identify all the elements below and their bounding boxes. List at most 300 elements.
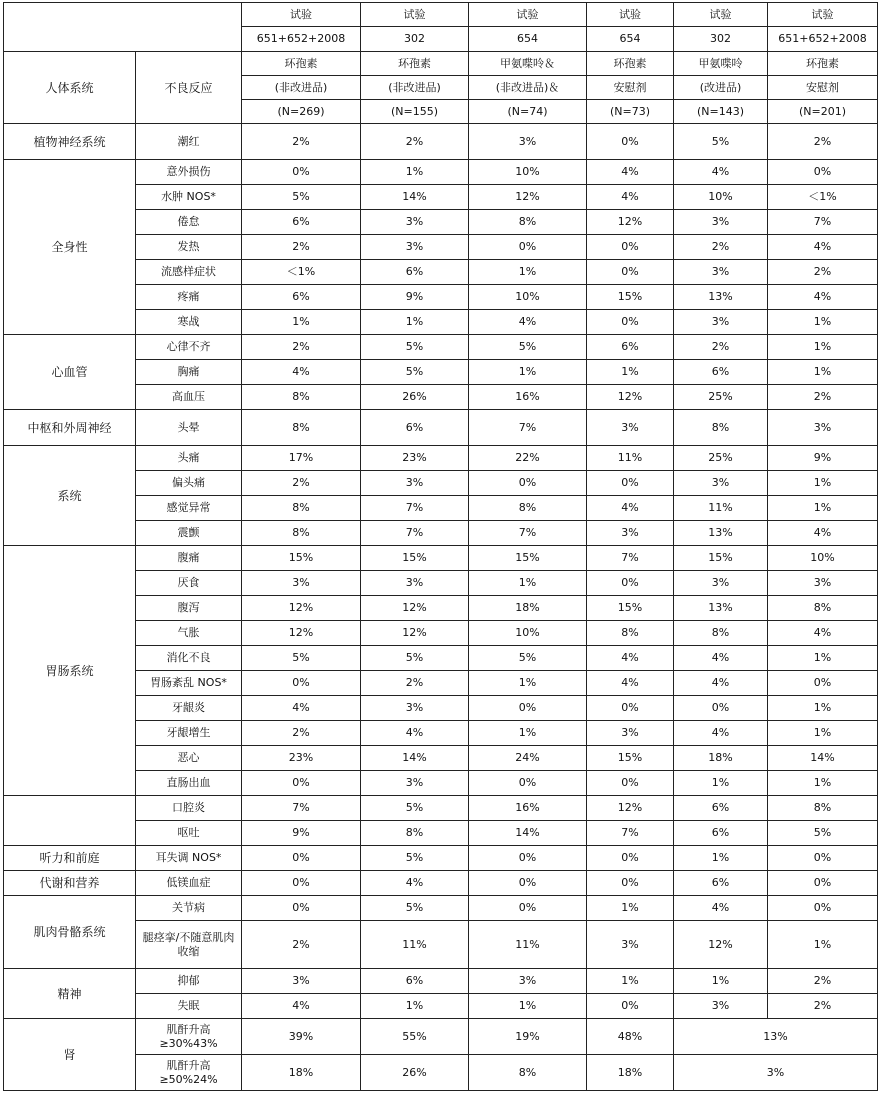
value-cell: 10% [674, 185, 768, 210]
table-row [4, 546, 878, 571]
table-row [4, 335, 878, 360]
reaction-cell: 发热 [136, 235, 242, 260]
value-cell: 0% [242, 896, 361, 921]
reaction-cell: 关节病 [136, 896, 242, 921]
value-cell: 22% [469, 446, 587, 471]
value-cell: 0% [768, 846, 878, 871]
table-row [4, 671, 878, 696]
table-row [4, 496, 878, 521]
trial-id: 302 [361, 27, 469, 52]
value-cell: 5% [768, 821, 878, 846]
sample-size: (N=155) [361, 100, 469, 124]
table-row [4, 621, 878, 646]
value-cell: 1% [361, 310, 469, 335]
value-cell: 3% [361, 571, 469, 596]
value-cell: 3% [768, 410, 878, 446]
value-cell: 4% [674, 160, 768, 185]
value-cell: 4% [768, 285, 878, 310]
value-cell: 2% [674, 335, 768, 360]
reaction-cell: 抑郁 [136, 969, 242, 994]
value-cell: 11% [469, 921, 587, 969]
value-cell: 25% [674, 446, 768, 471]
table-row [4, 385, 878, 410]
value-cell: 0% [469, 471, 587, 496]
value-cell: 1% [361, 160, 469, 185]
value-cell: 2% [242, 721, 361, 746]
value-cell: 16% [469, 385, 587, 410]
value-cell: 1% [674, 771, 768, 796]
value-cell: 4% [242, 994, 361, 1019]
value-cell: 2% [242, 235, 361, 260]
table-row [4, 1019, 878, 1055]
value-cell: 23% [361, 446, 469, 471]
system-cell: 肾 [4, 1019, 136, 1091]
table-row [4, 596, 878, 621]
value-cell: 5% [361, 796, 469, 821]
value-cell: 12% [242, 596, 361, 621]
value-cell: 6% [587, 335, 674, 360]
value-cell: 3% [674, 571, 768, 596]
reaction-cell: 倦怠 [136, 210, 242, 235]
value-cell: 7% [768, 210, 878, 235]
value-cell: 4% [768, 235, 878, 260]
value-cell: 6% [674, 360, 768, 385]
value-cell: 3% [242, 969, 361, 994]
value-cell: 0% [768, 896, 878, 921]
reaction-cell: 高血压 [136, 385, 242, 410]
table-row [4, 360, 878, 385]
value-cell: 12% [587, 796, 674, 821]
value-cell: 5% [469, 646, 587, 671]
table-row [4, 160, 878, 185]
table-row [4, 646, 878, 671]
value-cell: 1% [469, 260, 587, 285]
drug-row [4, 52, 878, 76]
value-cell: 4% [361, 871, 469, 896]
reaction-cell: 腿痉挛/不随意肌肉收缩 [136, 921, 242, 969]
table-row [4, 471, 878, 496]
trial-label: 试验 [469, 3, 587, 27]
value-cell: 26% [361, 385, 469, 410]
value-cell: 23% [242, 746, 361, 771]
reaction-cell: 腹痛 [136, 546, 242, 571]
value-cell: 4% [674, 646, 768, 671]
value-cell: 16% [469, 796, 587, 821]
value-cell: 8% [587, 621, 674, 646]
value-cell: 2% [674, 235, 768, 260]
table-row [4, 521, 878, 546]
reaction-cell: 气胀 [136, 621, 242, 646]
reaction-cell: 肌酐升高≥30%43% [136, 1019, 242, 1055]
value-cell: 1% [674, 846, 768, 871]
table-row [4, 571, 878, 596]
value-cell: 0% [469, 896, 587, 921]
system-cell: 肌肉骨骼系统 [4, 896, 136, 969]
sample-size: (N=269) [242, 100, 361, 124]
value-cell: 4% [587, 160, 674, 185]
value-cell: 2% [361, 671, 469, 696]
value-cell: 4% [587, 646, 674, 671]
reaction-cell: 感觉异常 [136, 496, 242, 521]
reaction-cell: 潮红 [136, 124, 242, 160]
value-cell: 3% [674, 994, 768, 1019]
value-cell: 0% [587, 771, 674, 796]
value-cell: 12% [361, 621, 469, 646]
value-cell: 15% [587, 285, 674, 310]
reaction-cell: 水肿 NOS* [136, 185, 242, 210]
table-row [4, 696, 878, 721]
value-cell: 0% [587, 994, 674, 1019]
value-cell: 10% [469, 160, 587, 185]
value-cell: 2% [242, 921, 361, 969]
value-cell: 2% [242, 335, 361, 360]
value-cell: 13% [674, 521, 768, 546]
value-cell: 14% [768, 746, 878, 771]
value-cell: 17% [242, 446, 361, 471]
value-cell: 1% [768, 471, 878, 496]
value-cell: 55% [361, 1019, 469, 1055]
value-cell: 2% [242, 124, 361, 160]
value-cell: 1% [768, 921, 878, 969]
table-row [4, 446, 878, 471]
value-cell: 2% [768, 385, 878, 410]
value-cell: 6% [361, 410, 469, 446]
reaction-cell: 头晕 [136, 410, 242, 446]
value-cell: 3% [361, 235, 469, 260]
value-cell: 9% [242, 821, 361, 846]
drug-name: 环孢素 [587, 52, 674, 76]
value-cell: 0% [587, 260, 674, 285]
value-cell: 10% [768, 546, 878, 571]
value-cell: 0% [587, 696, 674, 721]
trial-row [4, 3, 878, 27]
reaction-cell: 厌食 [136, 571, 242, 596]
value-cell: 1% [587, 896, 674, 921]
value-cell: 9% [768, 446, 878, 471]
drug-name: 环孢素 [242, 52, 361, 76]
reaction-cell: 牙龈炎 [136, 696, 242, 721]
value-cell: 5% [469, 335, 587, 360]
value-cell: 0% [242, 671, 361, 696]
trial-id: 651+652+2008 [242, 27, 361, 52]
system-cell: 心血管 [4, 335, 136, 410]
table-row [4, 796, 878, 821]
value-cell: 4% [768, 621, 878, 646]
value-cell: 3% [674, 260, 768, 285]
trial-id: 654 [587, 27, 674, 52]
table-row [4, 310, 878, 335]
value-cell: 0% [587, 846, 674, 871]
value-cell: 4% [361, 721, 469, 746]
value-cell: 15% [361, 546, 469, 571]
trial-label: 试验 [768, 3, 878, 27]
value-cell: 8% [768, 796, 878, 821]
reaction-column-header: 不良反应 [136, 52, 242, 124]
reaction-cell: 失眠 [136, 994, 242, 1019]
value-cell: 0% [587, 471, 674, 496]
reaction-cell: 牙龈增生 [136, 721, 242, 746]
value-cell: ＜1% [242, 260, 361, 285]
value-cell: 0% [242, 846, 361, 871]
system-cell: 代谢和营养 [4, 871, 136, 896]
value-cell: 15% [242, 546, 361, 571]
reaction-cell: 寒战 [136, 310, 242, 335]
value-cell: 0% [242, 871, 361, 896]
value-cell: 6% [242, 285, 361, 310]
system-cell: 系统 [4, 446, 136, 546]
value-cell: 6% [361, 969, 469, 994]
drug-name: 甲氨喋呤＆ [469, 52, 587, 76]
value-cell: 8% [242, 521, 361, 546]
value-cell: 0% [768, 871, 878, 896]
value-cell: 2% [768, 124, 878, 160]
value-cell: 3% [587, 410, 674, 446]
system-cell: 全身性 [4, 160, 136, 335]
value-cell: 1% [674, 969, 768, 994]
value-cell: 12% [674, 921, 768, 969]
reaction-cell: 直肠出血 [136, 771, 242, 796]
value-cell: 9% [361, 285, 469, 310]
drug-name: 环孢素 [768, 52, 878, 76]
value-cell: 18% [469, 596, 587, 621]
value-cell: 3% [361, 771, 469, 796]
value-cell: 1% [768, 771, 878, 796]
value-cell: 4% [242, 696, 361, 721]
value-cell: 13% [674, 1019, 878, 1055]
reaction-cell: 胃肠紊乱 NOS* [136, 671, 242, 696]
value-cell: 1% [768, 310, 878, 335]
trial-label: 试验 [587, 3, 674, 27]
value-cell: 5% [674, 124, 768, 160]
drug-formulation: (改进品) [674, 76, 768, 100]
value-cell: 15% [674, 546, 768, 571]
value-cell: 0% [587, 871, 674, 896]
reaction-cell: 心律不齐 [136, 335, 242, 360]
value-cell: 11% [587, 446, 674, 471]
reaction-cell: 耳失调 NOS* [136, 846, 242, 871]
value-cell: 8% [242, 385, 361, 410]
system-cell: 植物神经系统 [4, 124, 136, 160]
system-cell: 精神 [4, 969, 136, 1019]
value-cell: 3% [361, 210, 469, 235]
value-cell: 0% [242, 771, 361, 796]
value-cell: 12% [587, 385, 674, 410]
value-cell: 1% [768, 335, 878, 360]
value-cell: 4% [587, 185, 674, 210]
value-cell: 3% [242, 571, 361, 596]
value-cell: 4% [768, 521, 878, 546]
system-column-header: 人体系统 [4, 52, 136, 124]
value-cell: 3% [469, 969, 587, 994]
value-cell: 15% [587, 596, 674, 621]
table-row [4, 124, 878, 160]
value-cell: 5% [361, 335, 469, 360]
value-cell: 4% [587, 671, 674, 696]
reaction-cell: 呕吐 [136, 821, 242, 846]
table-row [4, 410, 878, 446]
drug-formulation: (非改进品) [361, 76, 469, 100]
value-cell: 1% [587, 360, 674, 385]
value-cell: 6% [674, 821, 768, 846]
reaction-cell: 胸痛 [136, 360, 242, 385]
value-cell: 19% [469, 1019, 587, 1055]
table-row [4, 260, 878, 285]
value-cell: 12% [469, 185, 587, 210]
reaction-cell: 低镁血症 [136, 871, 242, 896]
value-cell: 3% [587, 521, 674, 546]
value-cell: 1% [768, 496, 878, 521]
value-cell: 7% [361, 496, 469, 521]
table-row [4, 821, 878, 846]
table-row [4, 771, 878, 796]
reaction-cell: 腹泻 [136, 596, 242, 621]
adverse-reactions-table [3, 2, 878, 1091]
value-cell: 6% [361, 260, 469, 285]
value-cell: 0% [587, 571, 674, 596]
value-cell: 0% [674, 696, 768, 721]
value-cell: 1% [587, 969, 674, 994]
value-cell: 1% [469, 671, 587, 696]
value-cell: 8% [242, 496, 361, 521]
drug-name: 甲氨喋呤 [674, 52, 768, 76]
system-cell [4, 796, 136, 846]
trial-id: 651+652+2008 [768, 27, 878, 52]
table-row [4, 285, 878, 310]
reaction-cell: 意外损伤 [136, 160, 242, 185]
value-cell: 0% [469, 771, 587, 796]
value-cell: 4% [674, 721, 768, 746]
value-cell: 6% [242, 210, 361, 235]
value-cell: 1% [768, 721, 878, 746]
sample-size: (N=73) [587, 100, 674, 124]
value-cell: 6% [674, 796, 768, 821]
table-row [4, 746, 878, 771]
value-cell: 2% [768, 969, 878, 994]
value-cell: 12% [361, 596, 469, 621]
value-cell: 1% [768, 646, 878, 671]
value-cell: 18% [674, 746, 768, 771]
value-cell: 18% [587, 1055, 674, 1091]
value-cell: 3% [587, 921, 674, 969]
value-cell: 0% [587, 124, 674, 160]
value-cell: 8% [361, 821, 469, 846]
reaction-cell: 头痛 [136, 446, 242, 471]
reaction-cell: 消化不良 [136, 646, 242, 671]
system-cell: 听力和前庭 [4, 846, 136, 871]
value-cell: 8% [469, 1055, 587, 1091]
value-cell: 18% [242, 1055, 361, 1091]
value-cell: 5% [242, 646, 361, 671]
sample-size: (N=74) [469, 100, 587, 124]
value-cell: 2% [768, 260, 878, 285]
table-row [4, 896, 878, 921]
system-cell: 胃肠系统 [4, 546, 136, 796]
value-cell: 4% [674, 896, 768, 921]
value-cell: 7% [469, 521, 587, 546]
trial-id: 302 [674, 27, 768, 52]
table-row [4, 846, 878, 871]
table-row [4, 210, 878, 235]
table-row [4, 969, 878, 994]
value-cell: 3% [768, 571, 878, 596]
value-cell: 5% [361, 896, 469, 921]
value-cell: 11% [674, 496, 768, 521]
value-cell: 8% [469, 496, 587, 521]
value-cell: 48% [587, 1019, 674, 1055]
value-cell: 0% [469, 235, 587, 260]
value-cell: 13% [674, 596, 768, 621]
value-cell: 25% [674, 385, 768, 410]
value-cell: 0% [469, 871, 587, 896]
value-cell: 8% [674, 410, 768, 446]
value-cell: 0% [587, 310, 674, 335]
value-cell: 4% [469, 310, 587, 335]
value-cell: 7% [587, 546, 674, 571]
value-cell: 0% [768, 671, 878, 696]
value-cell: 3% [361, 471, 469, 496]
value-cell: 7% [587, 821, 674, 846]
drug-formulation: 安慰剂 [587, 76, 674, 100]
reaction-cell: 口腔炎 [136, 796, 242, 821]
drug-name: 环孢素 [361, 52, 469, 76]
reaction-cell: 肌酐升高≥50%24% [136, 1055, 242, 1091]
value-cell: 0% [242, 160, 361, 185]
drug-formulation: 安慰剂 [768, 76, 878, 100]
reaction-cell: 流感样症状 [136, 260, 242, 285]
value-cell: 0% [768, 160, 878, 185]
value-cell: 1% [469, 360, 587, 385]
value-cell: 3% [674, 471, 768, 496]
value-cell: 8% [768, 596, 878, 621]
value-cell: 12% [587, 210, 674, 235]
value-cell: 14% [361, 746, 469, 771]
value-cell: 5% [361, 360, 469, 385]
value-cell: 7% [361, 521, 469, 546]
value-cell: 1% [242, 310, 361, 335]
value-cell: 15% [469, 546, 587, 571]
trial-label: 试验 [674, 3, 768, 27]
value-cell: 3% [361, 696, 469, 721]
reaction-cell: 疼痛 [136, 285, 242, 310]
value-cell: 14% [361, 185, 469, 210]
value-cell: ＜1% [768, 185, 878, 210]
value-cell: 1% [768, 696, 878, 721]
value-cell: 1% [469, 571, 587, 596]
value-cell: 1% [361, 994, 469, 1019]
reaction-cell: 恶心 [136, 746, 242, 771]
value-cell: 8% [469, 210, 587, 235]
table-row [4, 994, 878, 1019]
value-cell: 3% [674, 1055, 878, 1091]
value-cell: 10% [469, 621, 587, 646]
reaction-cell: 偏头痛 [136, 471, 242, 496]
drug-formulation: (非改进品)＆ [469, 76, 587, 100]
value-cell: 1% [469, 994, 587, 1019]
trial-id: 654 [469, 27, 587, 52]
value-cell: 2% [361, 124, 469, 160]
value-cell: 10% [469, 285, 587, 310]
table-row [4, 921, 878, 969]
value-cell: 12% [242, 621, 361, 646]
sample-size: (N=201) [768, 100, 878, 124]
value-cell: 1% [768, 360, 878, 385]
trial-label: 试验 [242, 3, 361, 27]
value-cell: 4% [674, 671, 768, 696]
value-cell: 4% [242, 360, 361, 385]
value-cell: 11% [361, 921, 469, 969]
value-cell: 8% [674, 621, 768, 646]
value-cell: 0% [469, 696, 587, 721]
